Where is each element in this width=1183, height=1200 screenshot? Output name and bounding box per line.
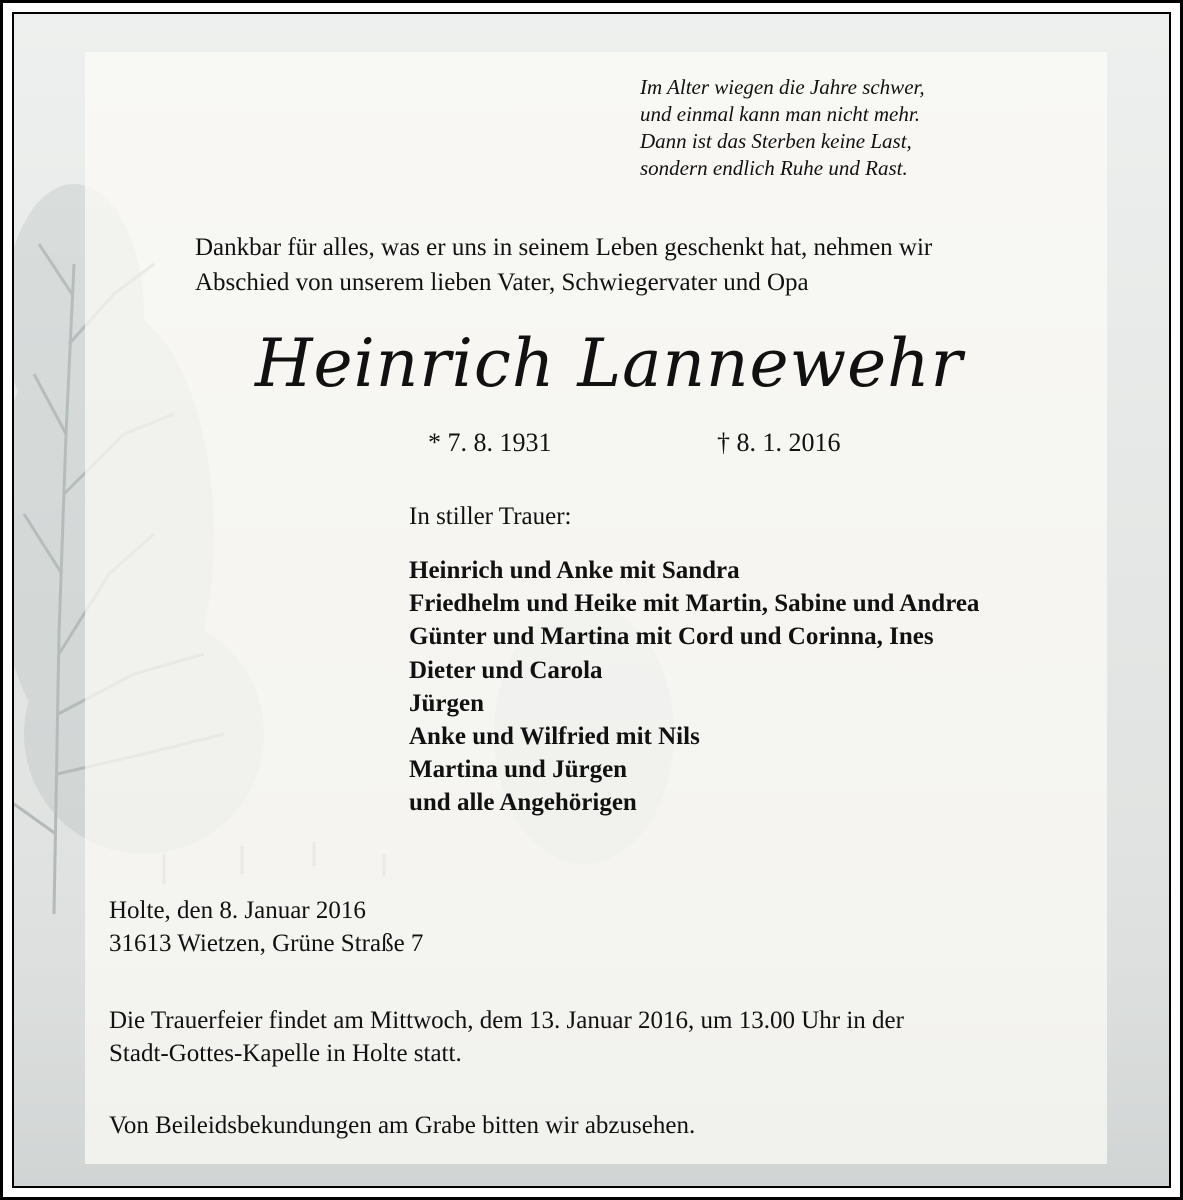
mourners-list <box>409 554 979 820</box>
service-line: Stadt-Gottes-Kapelle in Holte statt. <box>109 1040 462 1067</box>
mourners-heading: In stiller Trauer: <box>409 503 572 530</box>
place-date: Holte, den 8. Januar 2016 <box>109 897 366 924</box>
deceased-name: Heinrich Lannewehr <box>255 325 964 402</box>
place-and-address <box>109 894 423 960</box>
funeral-service-info <box>109 1004 904 1070</box>
poem-line: Dann ist das Sterben keine Last, <box>640 129 912 153</box>
birth-date: * 7. 8. 1931 <box>428 428 552 457</box>
list-item: Günter und Martina mit Cord und Corinna, Ines <box>409 623 934 651</box>
list-item: Dieter und Carola <box>409 656 603 684</box>
condolence-note: Von Beileidsbekundungen am Grabe bitten wir abzusehen. <box>109 1112 696 1139</box>
service-line: Die Trauerfeier findet am Mittwoch, dem 13. Januar 2016, um 13.00 Uhr in der <box>109 1007 904 1034</box>
death-date: † 8. 1. 2016 <box>717 428 841 457</box>
intro-text <box>195 230 932 300</box>
list-item: Jürgen <box>409 689 484 717</box>
intro-line: Abschied von unserem lieben Vater, Schwiegervater und Opa <box>195 269 809 296</box>
list-item: und alle Angehörigen <box>409 789 637 817</box>
intro-line: Dankbar für alles, was er uns in seinem Leben geschenkt hat, nehmen wir <box>195 234 933 261</box>
list-item: Anke und Wilfried mit Nils <box>409 723 700 751</box>
list-item: Heinrich und Anke mit Sandra <box>409 557 740 584</box>
list-item: Martina und Jürgen <box>409 756 628 784</box>
poem-line: und einmal kann man nicht mehr. <box>640 102 920 126</box>
poem <box>640 74 925 182</box>
poem-line: sondern endlich Ruhe und Rast. <box>640 156 908 180</box>
list-item: Friedhelm und Heike mit Martin, Sabine und Andrea <box>409 590 980 618</box>
address: 31613 Wietzen, Grüne Straße 7 <box>109 930 424 957</box>
poem-line: Im Alter wiegen die Jahre schwer, <box>640 75 925 99</box>
